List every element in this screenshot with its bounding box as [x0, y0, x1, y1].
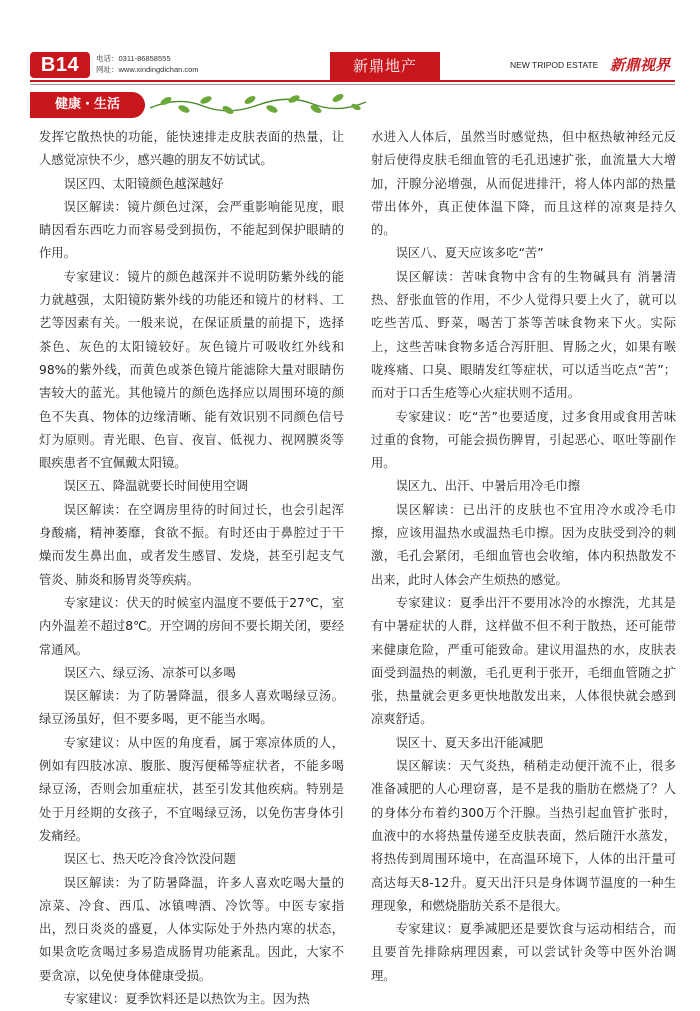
column-banner — [30, 92, 675, 118]
english-title: NEW TRIPOD ESTATE — [510, 60, 599, 70]
paragraph: 误区解读：已出汗的皮肤也不宜用冷水或冷毛巾擦，应该用温热水或温热毛巾擦。因为皮肤受到冷的刺激，毛孔会紧闭，毛细血管也会收缩，体内积热散发不出来，此时人体会产生烦热的感觉。 — [371, 502, 676, 587]
paragraph: 误区十、夏天多出汗能减肥 — [395, 735, 544, 750]
paragraph: 水进入人体后，虽然当时感觉热，但中枢热敏神经元反射后使得皮肤毛细血管的毛孔迅速扩张，血流量大大增加，汗腺分泌增强，从而促进排汗，将人体内部的热量带出体外，真正使体温下降，而且这样的凉爽是持久的。 — [371, 130, 676, 238]
section-tab: 新鼎地产 — [330, 52, 440, 80]
paragraph: 专家建议：夏季饮料还是以热饮为主。因为热 — [63, 991, 310, 1006]
header-rule — [30, 80, 675, 82]
vine-decoration-icon — [148, 92, 368, 118]
paragraph: 误区四、太阳镜颜色越深越好 — [63, 176, 224, 191]
paragraph: 专家建议：夏季出汗不要用冰冷的水擦洗，尤其是有中暑症状的人群，这样做不但不利于散热，还可能带来健康危险，严重可能致命。建议用温热的水，皮肤表面受到温热的刺激，毛孔更利于张开，毛细血管随之扩张，热量就会更多更快地散发出来，人体很快就会感到凉爽舒适。 — [371, 595, 676, 727]
article-column-right — [371, 126, 676, 988]
page-number: B14 — [30, 52, 90, 78]
phone: 电话：0311-86858555 — [96, 54, 171, 63]
website: 网址：www.xindingdichan.com — [96, 65, 199, 74]
contact-info — [96, 53, 199, 75]
paragraph: 误区六、绿豆汤、凉茶可以多喝 — [63, 665, 236, 680]
paragraph: 专家建议：镜片的颜色越深并不说明防紫外线的能力就越强，太阳镜防紫外线的功能还和镜片的材料、工艺等因素有关。一般来说，在保证质量的前提下，选择 茶色、灰色的太阳镜较好。灰色镜片可吸收红外线和98%的紫外线，而黄色或茶色镜片能滤除大量对眼睛伤害较大的蓝光。其他镜片的颜色选择应以周围环境的颜色不失真、物体的边缘清晰、能有效识别不同颜色信号灯为原则。青光眼、色盲、夜盲、低视力、视网膜炎等眼疾患者不宜佩戴太阳镜。 — [39, 269, 344, 471]
brand-logo: 新鼎视界 — [610, 56, 671, 74]
header-rule-thin — [30, 84, 675, 85]
paragraph: 误区解读：苦味食物中含有的生物碱具有 消暑清热、舒张血管的作用，不少人觉得只要上火了，就可以吃些苦瓜、野菜，喝苦丁茶等苦味食物来下火。实际上，这些苦味食物多适合泻肝胆、胃肠之火，如果有喉咙疼痛、口臭、眼睛发红等症状，可以适当吃点“苦”；而对于口舌生疮等心火症状则不适用。 — [371, 269, 676, 401]
paragraph: 专家建议：吃“苦”也要适度，过多食用或食用苦味过重的食物，可能会损伤脾胃，引起恶心、呕吐等副作用。 — [371, 409, 676, 471]
masthead — [30, 52, 675, 80]
paragraph: 误区七、热天吃冷食冷饮没问题 — [63, 852, 236, 867]
paragraph: 发挥它散热快的功能，能快速排走皮肤表面的热量，让人感觉凉快不少，感兴趣的朋友不妨试试。 — [39, 130, 344, 168]
paragraph: 专家建议：伏天的时候室内温度不要低于27℃，室内外温差不超过8℃。开空调的房间不要长期关闭，要经常通风。 — [39, 595, 344, 657]
paragraph: 误区解读：天气炎热，稍稍走动便汗流不止，很多准备减肥的人心理窃喜，是不是我的脂肪在燃烧了？人的身体分布着约300万个汗腺。当热引起血管扩张时，血液中的水将热量传递至皮肤表面，然后随汗水蒸发，将热传到周围环境中，在高温环境下，人体的出汗量可高达每天8-12升。夏天出汗只是身体调节温度的一种生理现象，和燃烧脂肪关系不是很大。 — [371, 759, 676, 913]
paragraph: 专家建议：夏季减肥还是要饮食与运动相结合，而且要首先排除病理因素，可以尝试针灸等中医外治调理。 — [371, 922, 676, 983]
paragraph: 误区解读：为了防暑降温，许多人喜欢吃喝大量的凉菜、冷食、西瓜、冰镇啤酒、冷饮等。中医专家指出，烈日炎炎的盛夏，人体实际处于外热内寒的状态，如果贪吃贪喝过多易造成肠胃功能紊乱。因此，大家不要贪凉，以免使身体健康受损。 — [39, 875, 344, 983]
paragraph: 误区解读：镜片颜色过深，会严重影响能见度，眼睛因看东西吃力而容易受到损伤，不能起到保护眼睛的作用。 — [39, 199, 344, 261]
paragraph: 专家建议：从中医的角度看，属于寒凉体质的人，例如有四肢冰凉、腹胀、腹泻便稀等症状者，不能多喝绿豆汤，否则会加重症状，甚至引发其他疾病。特别是处于月经期的女孩子，不宜喝绿豆汤，以免伤害身体引发痛经。 — [39, 735, 344, 843]
column-label: 健康・生活 — [30, 92, 145, 118]
paragraph: 误区解读：在空调房里待的时间过长，也会引起浑身酸痛，精神萎靡，食欲不振。有时还由于鼻腔过于干燥而发生鼻出血，或者发生感冒、发烧，甚至引起支气管炎、肺炎和肠胃炎等疾病。 — [39, 502, 344, 587]
article-column-left — [39, 126, 344, 1011]
paragraph: 误区八、夏天应该多吃“苦” — [395, 246, 544, 261]
paragraph: 误区五、降温就要长时间使用空调 — [63, 479, 249, 494]
paragraph: 误区解读：为了防暑降温，很多人喜欢喝绿豆汤。绿豆汤虽好，但不要多喝，更不能当水喝。 — [39, 689, 344, 727]
paragraph: 误区九、出汗、中暑后用冷毛巾擦 — [395, 479, 581, 494]
